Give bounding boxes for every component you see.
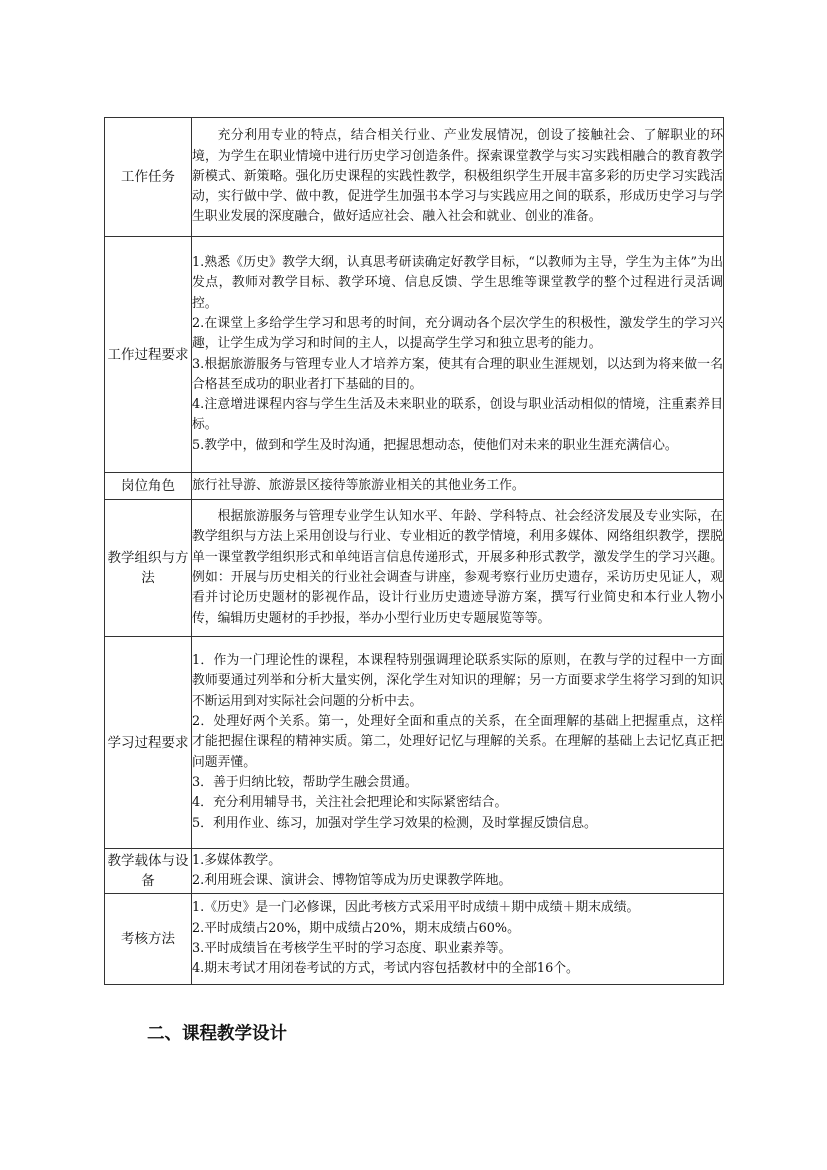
row-assessment — [105, 894, 724, 985]
row-content — [192, 849, 724, 894]
list-item: 3．善于归纳比较，帮助学生融会贯通。 — [192, 774, 418, 790]
row-label: 岗位角色 — [105, 473, 192, 500]
row-job-role — [105, 473, 724, 500]
list-item: 1.《历史》是一门必修课，因此考核方式采用平时成绩＋期中成绩＋期末成绩。 — [192, 900, 640, 916]
list-item: 2．处理好两个关系。第一，处理好全面和重点的关系，在全面理解的基础上把握重点，这样才能把握住课程的精神实质。第二，处理好记忆与理解的关系。在理解的基础上去记忆真正把问题弄懂。 — [192, 714, 723, 770]
list-item: 1．作为一门理论性的课程，本课程特别强调理论联系实际的原则，在教与学的过程中一方面教师要通过列举和分析大量实例，深化学生对知识的理解；另一方面要求学生将学习到的知识不断运用到对实际社会问题的分析中去。 — [192, 653, 723, 709]
row-teaching-media — [105, 849, 724, 894]
list-item: 4．充分利用辅导书，关注社会把理论和实际紧密结合。 — [192, 795, 508, 811]
row-content — [192, 118, 724, 237]
row-label: 工作任务 — [105, 118, 192, 237]
row-label: 工作过程要求 — [105, 237, 192, 473]
list-item: 4.注意增进课程内容与学生生活及未来职业的联系，创设与职业活动相似的情境，注重素养目标。 — [192, 397, 723, 433]
paragraph: 根据旅游服务与管理专业学生认知水平、年龄、学科特点、社会经济发展及专业实际，在教学组织与方法上采用创设与行业、专业相近的教学情境，利用多媒体、网络组织教学，摆脱单一课堂教学组织形式和单纯语言信息传递形式，开展多种形式教学，激发学生的学习兴趣。例如：开展与历史相关的行业社会调查与讲座，参观考察行业历史遗存，采访历史见证人，观看并讨论历史题材的影视作品，设计行业历史遗迹导游方案，撰写行业简史和本行业人物小传，编辑历史题材的手抄报，举办小型行业历史专题展览等等。 — [192, 509, 723, 626]
row-content — [192, 500, 724, 637]
paragraph: 充分利用专业的特点，结合相关行业、产业发展情况，创设了接触社会、了解职业的环境，为学生在职业情境中进行历史学习创造条件。探索课堂教学与实习实践相融合的教育教学新模式、新策略。强化历史课程的实践性教学，积极组织学生开展丰富多彩的历史学习实践活动，实行做中学、做中教，促进学生加强书本学习与实践应用之间的联系，形成历史学习与学生职业发展的深度融合，做好适应社会、融入社会和就业、创业的准备。 — [192, 128, 723, 225]
list-item: 2.在课堂上多给学生学习和思考的时间，充分调动各个层次学生的积极性，激发学生的学习兴趣，让学生成为学习和时间的主人，以提高学生学习和独立思考的能力。 — [192, 315, 723, 352]
list-item: 5．利用作业、练习，加强对学生学习效果的检测，及时掌握反馈信息。 — [192, 815, 597, 831]
list-item: 1.熟悉《历史》教学大纲，认真思考研读确定好教学目标，“以教师为主导，学生为主体”为出发点，教师对教学目标、教学环境、信息反馈、学生思维等课堂教学的整个过程进行灵活调控。 — [192, 255, 723, 311]
row-content — [192, 237, 724, 473]
row-teaching-method — [105, 500, 724, 637]
list-item: 5.教学中，做到和学生及时沟通，把握思想动态，使他们对未来的职业生涯充满信心。 — [192, 437, 678, 453]
row-work-task — [105, 118, 724, 237]
row-work-process — [105, 237, 724, 473]
row-label: 教学载体与设备 — [105, 849, 192, 894]
row-content — [192, 637, 724, 849]
row-learning-process — [105, 637, 724, 849]
section-heading: 二、课程教学设计 — [147, 1024, 287, 1044]
list-item: 4.期末考试才用闭卷考试的方式，考试内容包括教材中的全部16个。 — [192, 961, 579, 977]
list-item: 3.平时成绩旨在考核学生平时的学习态度、职业素养等。 — [192, 941, 512, 956]
course-info-table — [104, 117, 724, 985]
list-item: 2.利用班会课、演讲会、博物馆等成为历史课教学阵地。 — [192, 873, 512, 888]
list-item: 3.根据旅游服务与管理专业人才培养方案，使其有合理的职业生涯规划，以达到为将来做一名合格甚至成功的职业者打下基础的目的。 — [192, 356, 723, 392]
row-label: 教学组织与方法 — [105, 500, 192, 637]
row-content — [192, 473, 724, 500]
row-label: 学习过程要求 — [105, 637, 192, 849]
row-content — [192, 894, 724, 985]
paragraph: 旅行社导游、旅游景区接待等旅游业相关的其他业务工作。 — [192, 477, 525, 493]
list-item: 2.平时成绩占20%，期中成绩占20%，期末成绩占60%。 — [192, 920, 520, 936]
row-label: 考核方法 — [105, 894, 192, 985]
list-item: 1.多媒体教学。 — [192, 852, 281, 868]
